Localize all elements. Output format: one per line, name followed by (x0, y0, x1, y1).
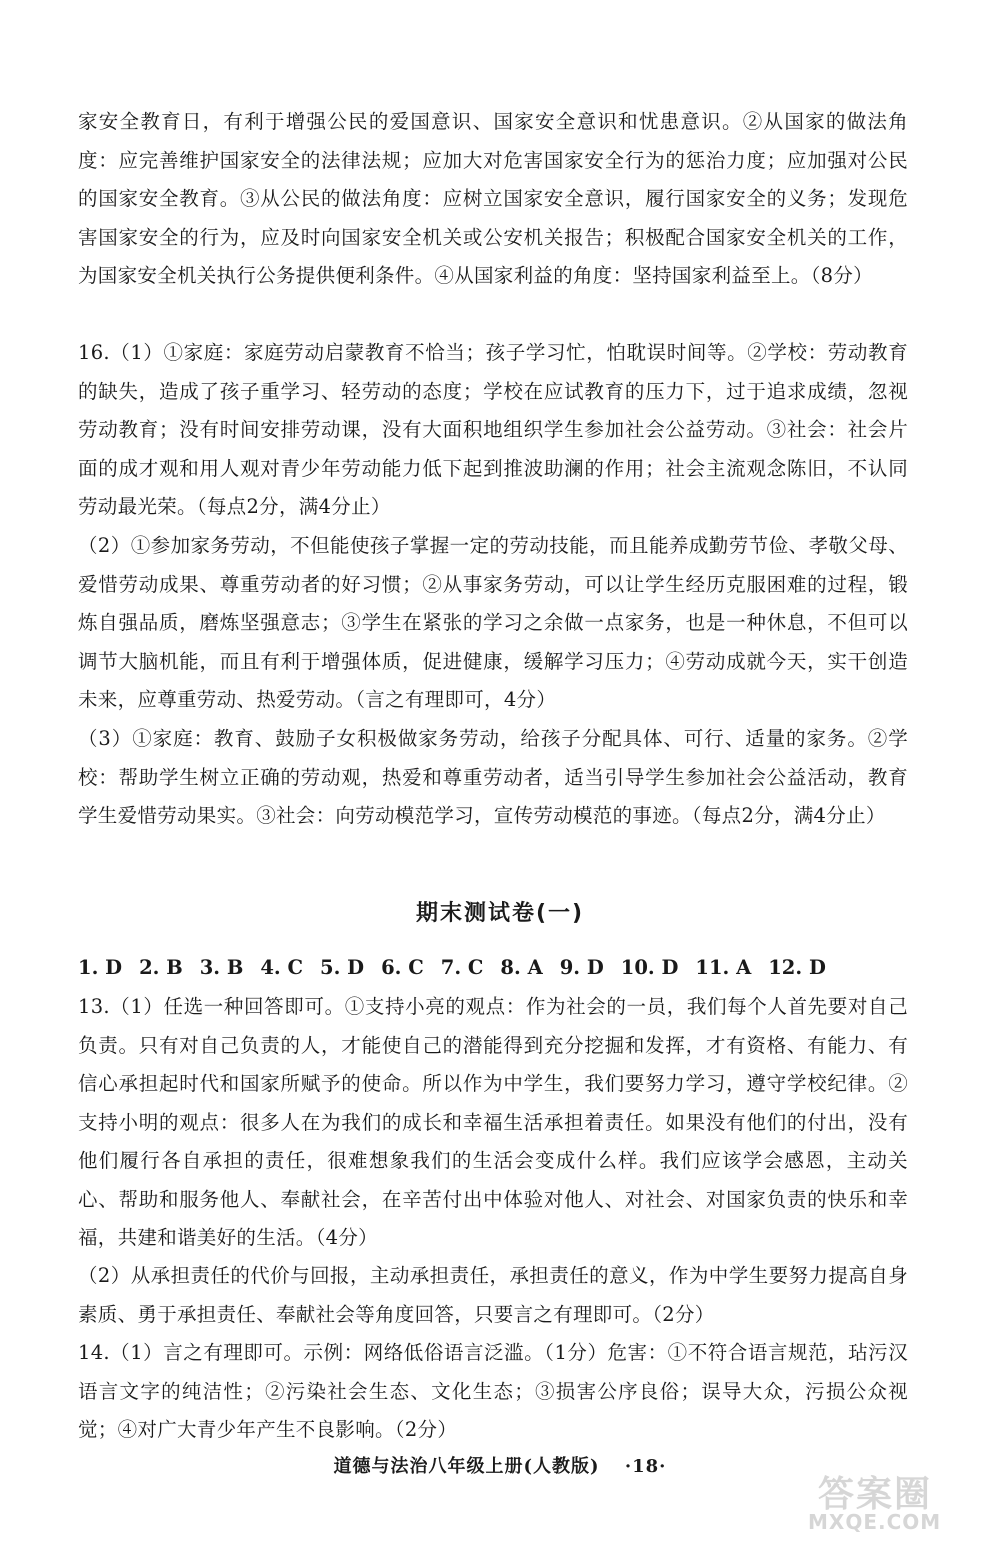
watermark-url: MXQE.COM (808, 1510, 942, 1534)
paragraph-text: （2）从承担责任的代价与回报，主动承担责任，承担责任的意义，作为中学生要努力提高自身素质、勇于承担责任、奉献社会等角度回答，只要言之有理即可。（2分） (78, 1264, 908, 1326)
paragraph-text: （2）①参加家务劳动，不但能使孩子掌握一定的劳动技能，而且能养成勤劳节俭、孝敬父母、爱惜劳动成果、尊重劳动者的好习惯；②从事家务劳动，可以让学生经历克服困难的过程，锻炼自强品质，磨炼坚强意志；③学生在紧张的学习之余做一点家务，也是一种休息，不但可以调节大脑机能，而且有利于增强体质，促进健康，缓解学习压力；④劳动成就今天，实干创造未来，应尊重劳动、热爱劳动。（言之有理即可，4分） (78, 534, 908, 711)
choice-answer: 1. D (78, 956, 123, 979)
answer-paragraph-13-2 (78, 1257, 908, 1334)
choice-answer: 3. B (199, 956, 244, 979)
paragraph-text: 13.（1）任选一种回答即可。①支持小亮的观点：作为社会的一员，我们每个人首先要对自己负责。只有对自己负责的人，才能使自己的潜能得到充分挖掘和发挥，才有资格、有能力、有信心承担起时代和国家所赋予的使命。所以作为中学生，我们要努力学习，遵守学校纪律。②支持小明的观点：很多人在为我们的成长和幸福生活承担着责任。如果没有他们的付出，没有他们履行各自承担的责任，很难想象我们的生活会变成什么样。我们应该学会感恩，主动关心、帮助和服务他人、奉献社会，在辛苦付出中体验对他人、对社会、对国家负责的快乐和幸福，共建和谐美好的生活。（4分） (78, 995, 908, 1249)
answer-paragraph-16-1 (78, 334, 908, 527)
choice-answer: 7. C (440, 956, 484, 979)
choice-answer: 4. C (260, 956, 304, 979)
paragraph-text: 家安全教育日，有利于增强公民的爱国意识、国家安全意识和忧患意识。②从国家的做法角度：应完善维护国家安全的法律法规；应加大对危害国家安全行为的惩治力度；应加强对公民的国家安全教育。③从公民的做法角度：应树立国家安全意识，履行国家安全的义务；发现危害国家安全的行为，应及时向国家安全机关或公安机关报告；积极配合国家安全机关的工作，为国家安全机关执行公务提供便利条件。④从国家利益的角度：坚持国家利益至上。（8分） (78, 110, 908, 287)
watermark-text: 答案圈 (818, 1474, 933, 1515)
choice-answers (78, 949, 908, 987)
choice-answer: 12. D (768, 956, 826, 979)
choice-answer: 10. D (620, 956, 679, 979)
choice-answer: 11. A (695, 956, 752, 979)
section-title: 期末测试卷(一) (415, 901, 585, 926)
paragraph-text: （3）①家庭：教育、鼓励子女积极做家务劳动，给孩子分配具体、可行、适量的家务。②学校：帮助学生树立正确的劳动观，热爱和尊重劳动者，适当引导学生参加社会公益活动，教育学生爱惜劳动果实。③社会：向劳动模范学习，宣传劳动模范的事迹。（每点2分，满4分止） (78, 727, 908, 827)
answer-paragraph-15-continued (78, 103, 908, 296)
answer-paragraph-16-3 (78, 720, 908, 836)
choice-answer: 9. D (559, 956, 604, 979)
paragraph-text: 14.（1）言之有理即可。示例：网络低俗语言泛滥。（1分）危害：①不符合语言规范，玷污汉语言文字的纯洁性；②污染社会生态、文化生态；③损害公序良俗；误导大众，污损公众视觉；④对广大青少年产生不良影响。（2分） (78, 1341, 908, 1441)
choice-answer: 6. C (381, 956, 424, 979)
paragraph-text: 16.（1）①家庭：家庭劳动启蒙教育不恰当；孩子学习忙，怕耽误时间等。②学校：劳动教育的缺失，造成了孩子重学习、轻劳动的态度；学校在应试教育的压力下，过于追求成绩，忽视劳动教育；没有时间安排劳动课，没有大面积地组织学生参加社会公益劳动。③社会：社会片面的成才观和用人观对青少年劳动能力低下起到推波助澜的作用；社会主流观念陈旧，不认同劳动最光荣。（每点2分，满4分止） (78, 341, 908, 518)
answer-paragraph-13-1 (78, 988, 908, 1258)
watermark-logo (800, 1466, 960, 1538)
choice-answer: 8. A (500, 956, 543, 979)
book-title: 道德与法治八年级上册(人教版) (333, 1456, 600, 1477)
page-number: ·18· (624, 1456, 667, 1477)
choice-answer: 5. D (320, 956, 365, 979)
answer-paragraph-14-1 (78, 1334, 908, 1450)
choice-answer: 2. B (139, 956, 183, 979)
answer-paragraph-16-2 (78, 527, 908, 720)
